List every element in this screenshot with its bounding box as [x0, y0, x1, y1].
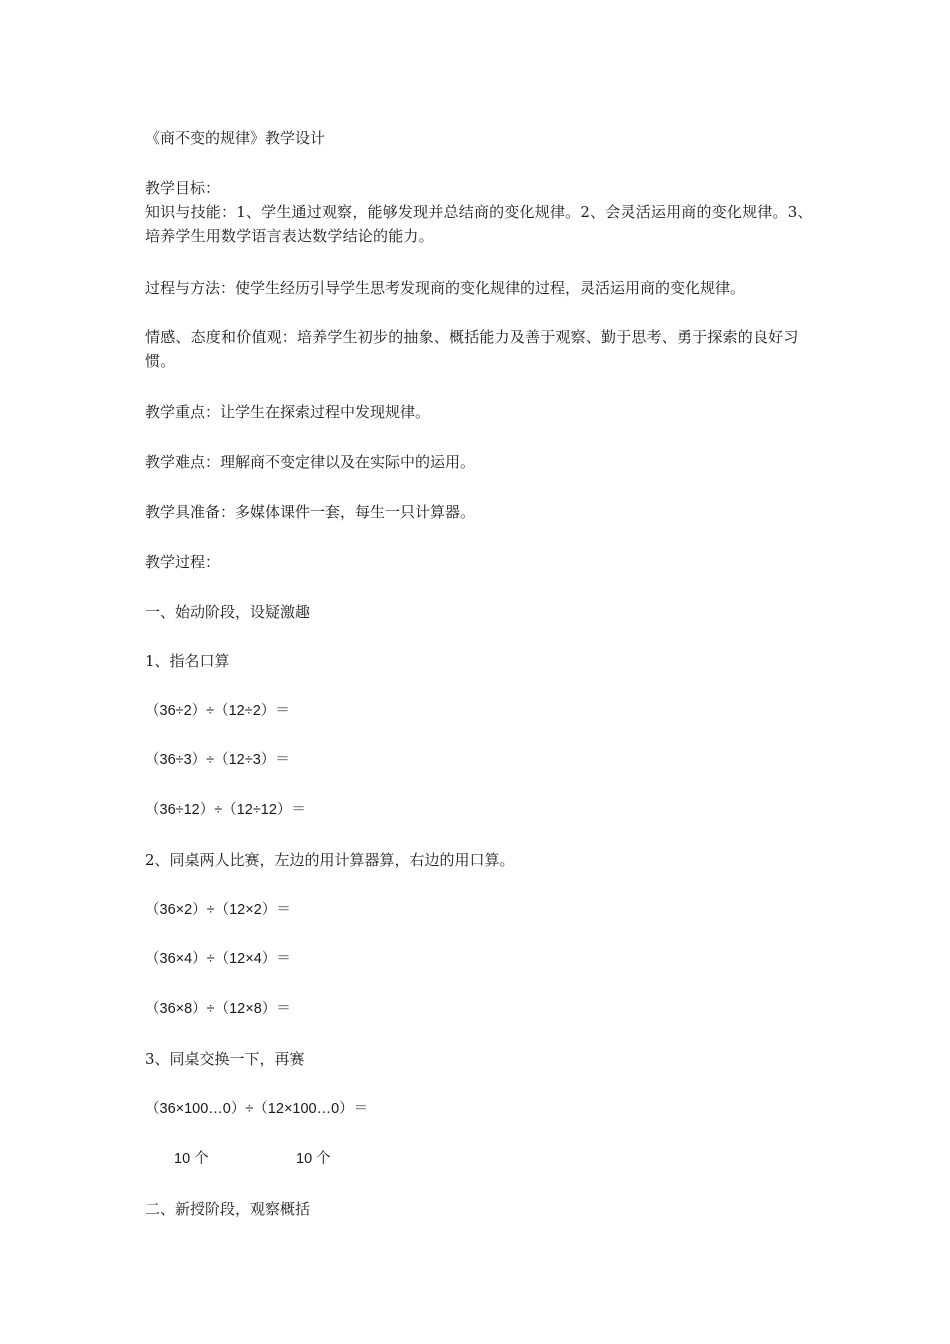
formula-mul-2: （36×4）÷（12×4）＝	[145, 951, 291, 967]
formula-div-3: （36÷12）÷（12÷12）＝	[145, 802, 306, 818]
teaching-preparation: 教学具准备：多媒体课件一套，每生一只计算器。	[145, 503, 476, 521]
formula-big: （36×100…0）÷（12×100…0）＝	[145, 1101, 369, 1117]
formula-mul-3: （36×8）÷（12×8）＝	[145, 1001, 291, 1017]
zero-count-left: 10 个	[174, 1151, 209, 1167]
teaching-key-point: 教学重点：让学生在探索过程中发现规律。	[145, 403, 431, 421]
process-heading: 教学过程：	[145, 553, 221, 571]
step2-label: 2、同桌两人比赛，左边的用计算器算，右边的用口算。	[145, 851, 515, 869]
formula-div-2: （36÷3）÷（12÷3）＝	[145, 752, 290, 768]
objective-process-method: 过程与方法：使学生经历引导学生思考发现商的变化规律的过程，灵活运用商的变化规律。	[145, 279, 746, 297]
formula-div-1: （36÷2）÷（12÷2）＝	[145, 703, 290, 719]
step3-label: 3、同桌交换一下，再赛	[145, 1050, 305, 1068]
formula-mul-1: （36×2）÷（12×2）＝	[145, 902, 291, 918]
teaching-difficulty: 教学难点：理解商不变定律以及在实际中的运用。	[145, 453, 476, 471]
stage1-heading: 一、始动阶段，设疑激趣	[145, 603, 311, 621]
objective-knowledge-skills: 知识与技能：1、学生通过观察，能够发现并总结商的变化规律。2、会灵活运用商的变化规律。3、培养学生用数学语言表达数学结论的能力。	[145, 203, 813, 245]
zero-count-right: 10 个	[296, 1151, 331, 1167]
objective-emotion-values: 情感、态度和价值观：培养学生初步的抽象、概括能力及善于观察、勤于思考、勇于探索的良好习惯。	[145, 328, 799, 370]
document-title: 《商不变的规律》教学设计	[145, 129, 326, 147]
objectives-heading: 教学目标：	[145, 179, 221, 197]
step1-label: 1、指名口算	[145, 652, 230, 670]
stage2-heading: 二、新授阶段，观察概括	[145, 1200, 311, 1218]
